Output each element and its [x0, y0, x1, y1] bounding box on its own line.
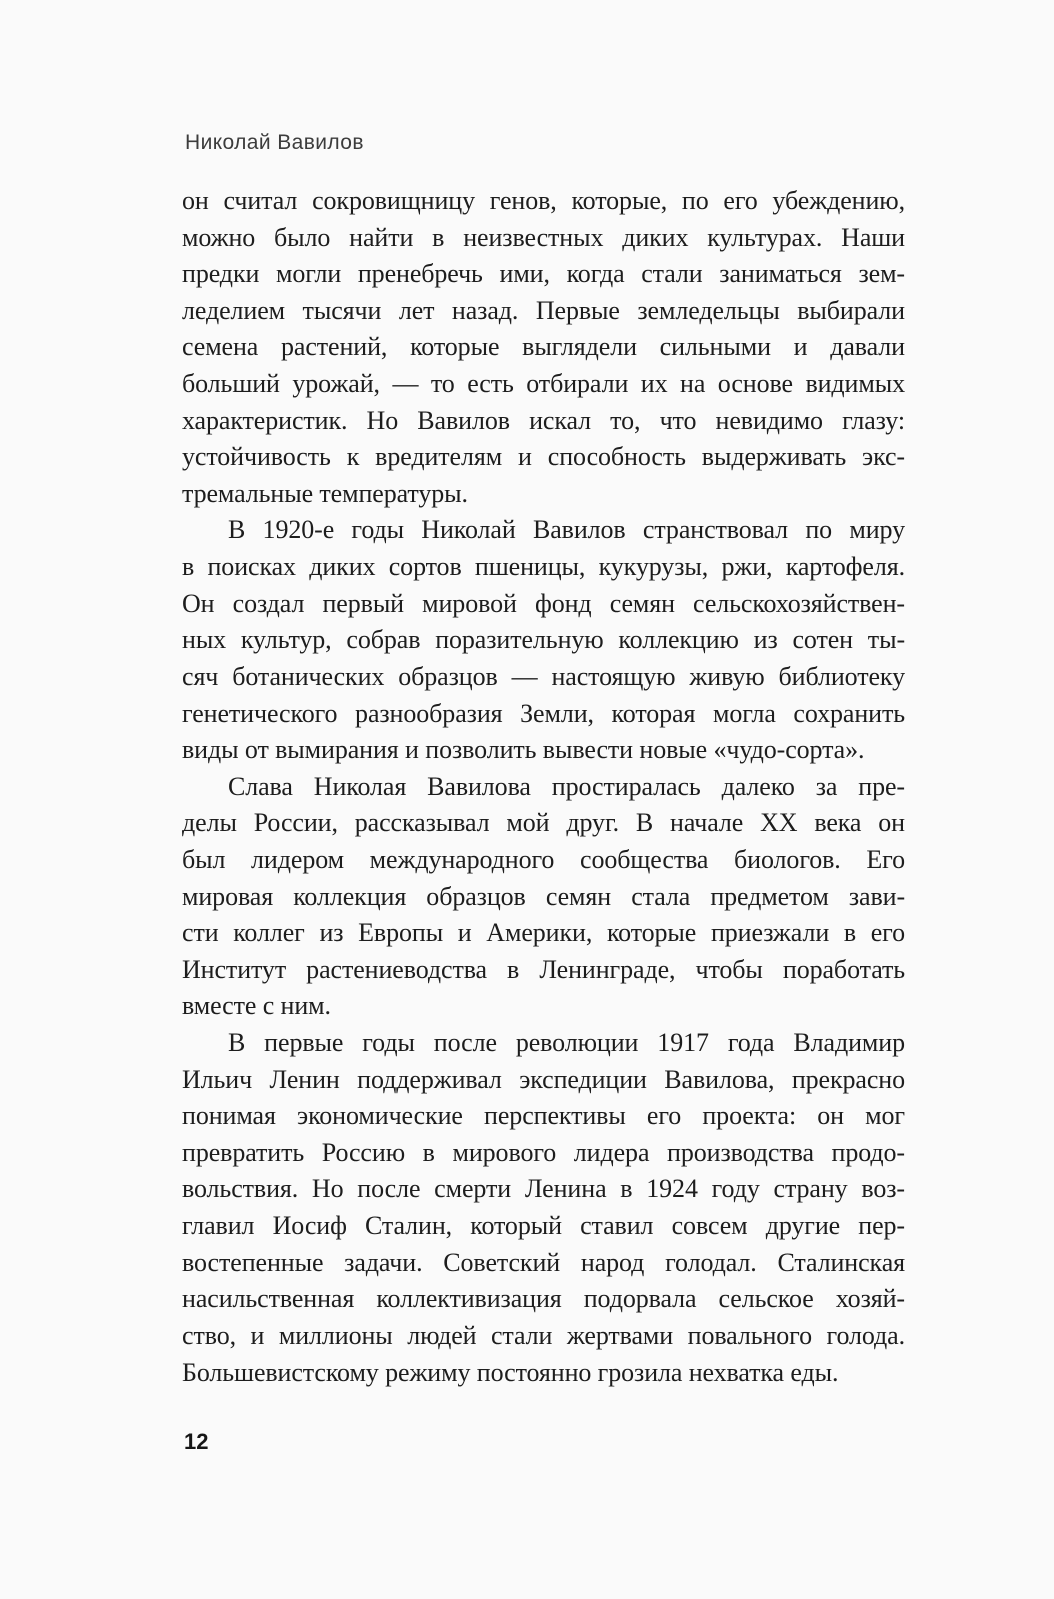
- text-line: главил Иосиф Сталин, который ставил совсем другие пер-: [182, 1211, 905, 1241]
- text-line: леделием тысячи лет назад. Первые земледельцы выбирали: [182, 295, 905, 325]
- text-line: мировая коллекция образцов семян стала предметом зави-: [182, 881, 905, 911]
- text-line: сти коллег из Европы и Америки, которые приезжали в его: [182, 918, 905, 948]
- paragraph: [182, 769, 905, 1025]
- text-line: Слава Николая Вавилова простиралась далеко за пре-: [228, 771, 905, 801]
- text-line: насильственная коллективизация подорвала сельское хозяй-: [182, 1284, 905, 1314]
- text-line: востепенные задачи. Советский народ голодал. Сталинская: [182, 1247, 905, 1277]
- text-line: Большевистскому режиму постоянно грозила нехватка еды.: [182, 1357, 839, 1387]
- text-line: тремальные температуры.: [182, 478, 468, 508]
- paragraph: [182, 1025, 905, 1391]
- text-line: больший урожай, — то есть отбирали их на основе видимых: [182, 369, 905, 399]
- text-line: превратить Россию в мирового лидера производства продо-: [182, 1137, 905, 1167]
- text-line: в поисках диких сортов пшеницы, кукурузы, ржи, картофеля.: [182, 552, 905, 582]
- paragraph: [182, 183, 905, 512]
- text-line: был лидером международного сообщества биологов. Его: [182, 844, 905, 874]
- text-line: делы России, рассказывал мой друг. В начале XX века он: [182, 808, 905, 838]
- text-line: характеристик. Но Вавилов искал то, что невидимо глазу:: [182, 405, 905, 435]
- text-line: В первые годы после революции 1917 года Владимир: [228, 1028, 905, 1058]
- text-line: ство, и миллионы людей стали жертвами повального голода.: [182, 1320, 905, 1350]
- text-line: Он создал первый мировой фонд семян сельскохозяйствен-: [182, 588, 905, 618]
- text-line: сяч ботанических образцов — настоящую живую библиотеку: [182, 661, 905, 691]
- text-line: можно было найти в неизвестных диких культурах. Наши: [182, 222, 905, 252]
- text-line: Институт растениеводства в Ленинграде, чтобы поработать: [182, 954, 905, 984]
- text-line: он считал сокровищницу генов, которые, по его убеждению,: [182, 186, 905, 215]
- text-line: виды от вымирания и позволить вывести новые «чудо-сорта».: [182, 735, 865, 765]
- text-line: вместе с ним.: [182, 991, 331, 1021]
- text-line: устойчивость к вредителям и способность выдерживать экс-: [182, 442, 905, 472]
- text-line: вольствия. Но после смерти Ленина в 1924 году страну воз-: [182, 1174, 905, 1204]
- text-line: Ильич Ленин поддерживал экспедиции Вавилова, прекрасно: [182, 1064, 905, 1094]
- running-header: Николай Вавилов: [185, 131, 364, 154]
- text-line: В 1920-е годы Николай Вавилов странствовал по миру: [228, 515, 905, 545]
- paragraph: [182, 512, 905, 768]
- page-text-body: [182, 183, 905, 1391]
- text-line: понимая экономические перспективы его проекта: он мог: [182, 1101, 905, 1131]
- page-number: 12: [184, 1429, 209, 1454]
- text-line: предки могли пренебречь ими, когда стали заниматься зем-: [182, 259, 905, 289]
- text-line: семена растений, которые выглядели сильными и давали: [182, 332, 905, 362]
- text-line: генетического разнообразия Земли, которая могла сохранить: [182, 698, 905, 728]
- text-line: ных культур, собрав поразительную коллекцию из сотен ты-: [182, 625, 905, 655]
